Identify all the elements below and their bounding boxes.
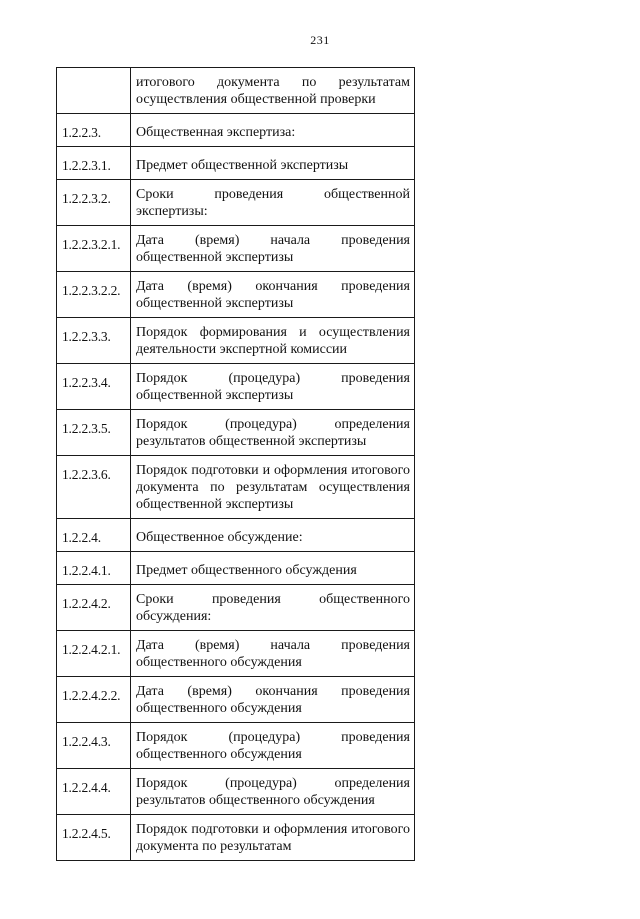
table-row [57,677,415,723]
row-text: Порядок (процедура) определения результатов общественного обсуждения [131,769,415,815]
row-number: 1.2.2.4.4. [57,769,131,815]
row-text: итогового документа по результатам осуществления общественной проверки [131,68,415,114]
table-row [57,456,415,519]
table-row [57,68,415,114]
row-text: Предмет общественной экспертизы [131,147,415,180]
row-number: 1.2.2.4.2.1. [57,631,131,677]
row-text: Дата (время) окончания проведения общественного обсуждения [131,677,415,723]
row-number: 1.2.2.3.6. [57,456,131,519]
row-text: Порядок (процедура) проведения общественного обсуждения [131,723,415,769]
row-number: 1.2.2.3.2.2. [57,272,131,318]
row-text: Сроки проведения общественной экспертизы: [131,180,415,226]
procedure-table [56,67,415,861]
row-number: 1.2.2.4.1. [57,552,131,585]
table-row [57,631,415,677]
row-text: Сроки проведения общественного обсуждения: [131,585,415,631]
row-number [57,68,131,114]
row-number: 1.2.2.3.5. [57,410,131,456]
page-number: 231 [310,33,330,47]
table-row [57,519,415,552]
row-number: 1.2.2.3.4. [57,364,131,410]
table-row [57,180,415,226]
table-row [57,318,415,364]
table-row [57,769,415,815]
table-row [57,815,415,861]
row-text: Общественное обсуждение: [131,519,415,552]
row-number: 1.2.2.4.5. [57,815,131,861]
table-row [57,226,415,272]
row-text: Дата (время) начала проведения общественной экспертизы [131,226,415,272]
row-number: 1.2.2.4. [57,519,131,552]
row-text: Порядок подготовки и оформления итогового документа по результатам осуществления общественной экспертизы [131,456,415,519]
row-text: Дата (время) окончания проведения общественной экспертизы [131,272,415,318]
table-row [57,147,415,180]
row-number: 1.2.2.4.3. [57,723,131,769]
row-number: 1.2.2.3.1. [57,147,131,180]
row-text: Общественная экспертиза: [131,114,415,147]
table-row [57,552,415,585]
row-text: Порядок подготовки и оформления итогового документа по результатам [131,815,415,861]
row-number: 1.2.2.3.3. [57,318,131,364]
table-row [57,410,415,456]
row-text: Порядок формирования и осуществления деятельности экспертной комиссии [131,318,415,364]
row-number: 1.2.2.3.2.1. [57,226,131,272]
row-number: 1.2.2.4.2. [57,585,131,631]
row-number: 1.2.2.3.2. [57,180,131,226]
row-number: 1.2.2.3. [57,114,131,147]
table-row [57,114,415,147]
table-row [57,585,415,631]
row-text: Порядок (процедура) проведения общественной экспертизы [131,364,415,410]
table-row [57,272,415,318]
table-row [57,364,415,410]
row-text: Предмет общественного обсуждения [131,552,415,585]
row-text: Порядок (процедура) определения результатов общественной экспертизы [131,410,415,456]
table-row [57,723,415,769]
row-text: Дата (время) начала проведения общественного обсуждения [131,631,415,677]
row-number: 1.2.2.4.2.2. [57,677,131,723]
